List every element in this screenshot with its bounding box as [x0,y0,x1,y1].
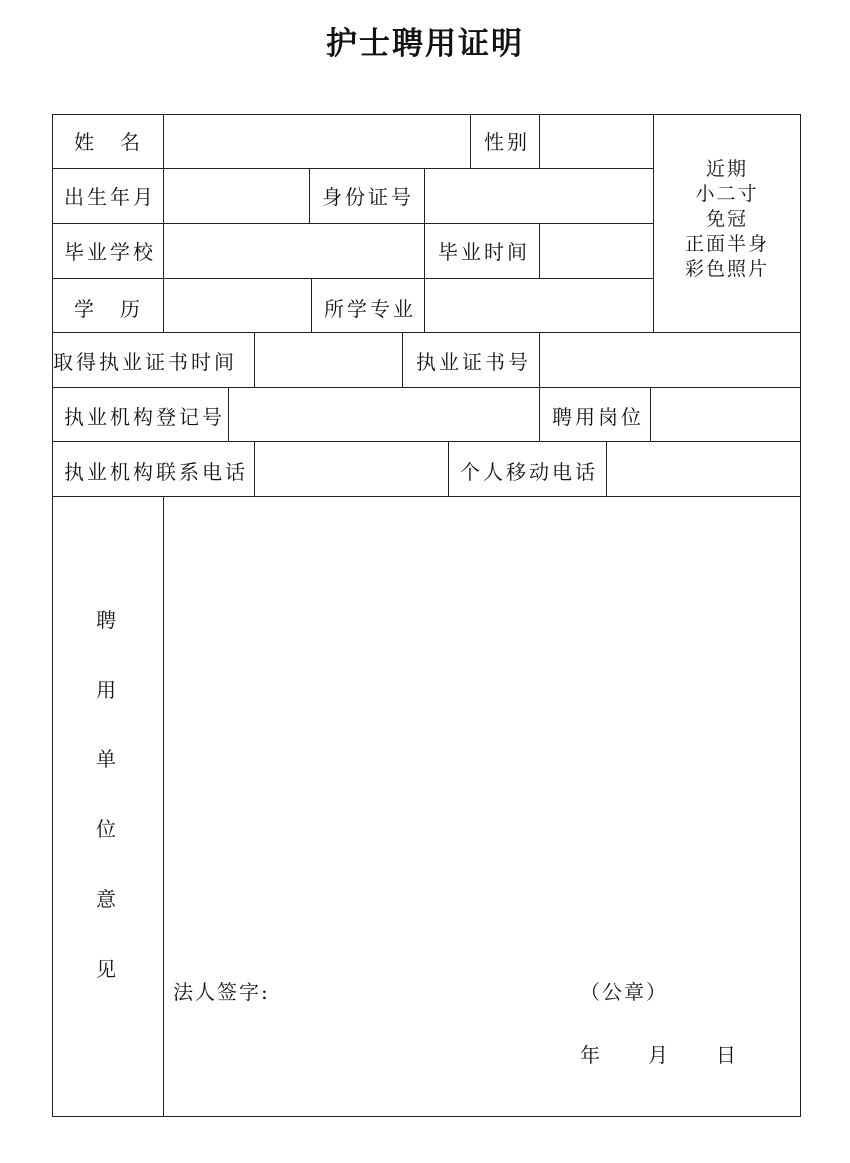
graduation-time-label: 毕业时间 [438,240,530,264]
opinion-label-char: 用 [96,678,116,702]
date-day: 日 [716,1043,738,1067]
col-divider [254,332,255,387]
mobile-label: 个人移动电话 [460,460,598,484]
license-number-label: 执业证书号 [416,350,531,374]
col-divider [539,332,540,387]
col-divider [163,496,164,1117]
org-phone-label: 执业机构联系电话 [64,460,248,484]
birth-label: 出生年月 [64,185,156,209]
opinion-label-char: 位 [96,817,116,841]
col-divider [424,278,425,332]
col-divider [539,114,540,168]
col-divider [650,387,651,441]
col-divider [424,168,425,223]
col-divider [424,223,425,278]
photo-placeholder [653,157,801,282]
date-month: 月 [648,1043,670,1067]
col-divider [606,441,607,496]
org-registration-label: 执业机构登记号 [64,405,225,429]
col-divider [254,441,255,496]
col-divider [448,441,449,496]
photo-line: 小二寸 [695,183,759,205]
gender-label: 性别 [484,130,530,154]
col-divider [311,278,312,332]
education-label: 学 历 [74,297,143,321]
photo-line: 免冠 [705,208,748,230]
col-divider [539,387,540,441]
col-divider [228,387,229,441]
form-title: 护士聘用证明 [326,26,524,62]
name-label: 姓 名 [74,130,143,154]
row-divider [52,387,801,388]
row-divider [52,332,801,333]
id-number-label: 身份证号 [322,185,414,209]
row-divider [52,278,653,279]
col-divider [309,168,310,223]
row-divider [52,223,653,224]
photo-line: 正面半身 [684,233,769,255]
license-time-label: 取得执业证书时间 [53,350,237,374]
legal-person-signature: 法人签字: [173,980,270,1004]
major-label: 所学专业 [324,297,416,321]
opinion-label-char: 意 [96,887,116,911]
row-divider [52,168,653,169]
photo-line: 彩色照片 [684,258,769,280]
col-divider [402,332,403,387]
col-divider [163,114,164,332]
position-label: 聘用岗位 [552,405,644,429]
opinion-label-char: 单 [96,747,116,771]
date-year: 年 [580,1043,602,1067]
row-divider [52,496,801,497]
school-label: 毕业学校 [64,240,156,264]
certificate-form [52,114,801,1117]
col-divider [539,223,540,278]
opinion-label-char: 聘 [96,608,116,632]
official-seal: （公章） [580,980,668,1004]
opinion-label-char: 见 [96,957,116,981]
col-divider [470,114,471,168]
photo-line: 近期 [705,158,748,180]
row-divider [52,441,801,442]
